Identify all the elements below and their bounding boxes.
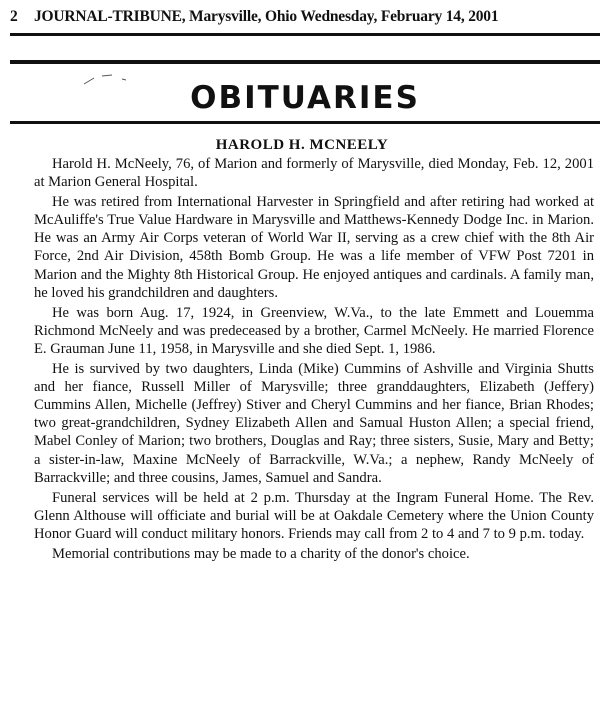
obituary-paragraph-survivors: He is survived by two daughters, Linda (Mike) Cummins of Ashville and Virginia Shutts and her fiance, Russell Miller of Marysville; three granddaughters, Elizabeth (Jeffery) Cummins Allen, Michelle (Jeffrey) Stiver and Cheryl Cummins and her fiance, Brian Rhodes; two great-grandchildren, Sydney Elizabeth Allen and Samual Huston Allen; a special friend, Mabel Conley of Marion; two brothers, Douglas and Ray; three sisters, Susie, Mary and Betty; a sister-in-law, Maxine McNeely of Barrackville, W.Va.; a nephew, Randy McNeely of Barrackville; and three cousins, James, Samuel and Sandra. xyxy=(34,361,594,486)
obituary-name: HAROLD H. MCNEELY xyxy=(215,137,389,153)
obituary-paragraph-career: He was retired from International Harvester in Springfield and after retiring had worked at McAuliffe's True Value Hardware in Marysville and Matthews-Kennedy Dodge Inc. in Marion. He was an Army Air Corps veteran of World War II, serving as a crew chief with the 8th Air Force, 2nd Air Division, 458th Bomb Group. He was a life member of VFW Post 7201 in Marion and the Mighty 8th Historical Group. He enjoyed antiques and cardinals. A family man, he loved his grandchildren and daughters. xyxy=(34,194,594,301)
section-bottom-rule xyxy=(10,121,600,124)
masthead-rule xyxy=(10,33,600,36)
obituary-paragraph-family-history: He was born Aug. 17, 1924, in Greenview, W.Va., to the late Emmett and Louemma Richmond McNeely and was predeceased by a brother, Carmel McNeely. He married Florence E. Grauman June 11, 1958, in Marysville and she died Sept. 1, 1986. xyxy=(34,304,594,357)
page-number: 2 xyxy=(10,8,18,25)
section-title: OBITUARIES xyxy=(190,80,420,116)
masthead xyxy=(10,0,600,28)
publication-line: JOURNAL-TRIBUNE, Marysville, Ohio Wednesday, February 14, 2001 xyxy=(34,8,499,25)
obituary-paragraph-services: Funeral services will be held at 2 p.m. Thursday at the Ingram Funeral Home. The Rev. Glenn Althouse will officiate and burial will be at Oakdale Cemetery where the Union County Honor Guard will conduct military honors. Friends may call from 2 to 4 and 7 to 9 p.m. today. xyxy=(34,489,594,542)
obituary-paragraph-memorial: Memorial contributions may be made to a charity of the donor's choice. xyxy=(52,545,470,562)
scan-marks xyxy=(82,70,142,90)
obituary-paragraph-intro: Harold H. McNeely, 76, of Marion and formerly of Marysville, died Monday, Feb. 12, 2001 at Marion General Hospital. xyxy=(34,156,594,191)
obituary-article xyxy=(10,136,600,563)
section-top-rule xyxy=(10,60,600,64)
